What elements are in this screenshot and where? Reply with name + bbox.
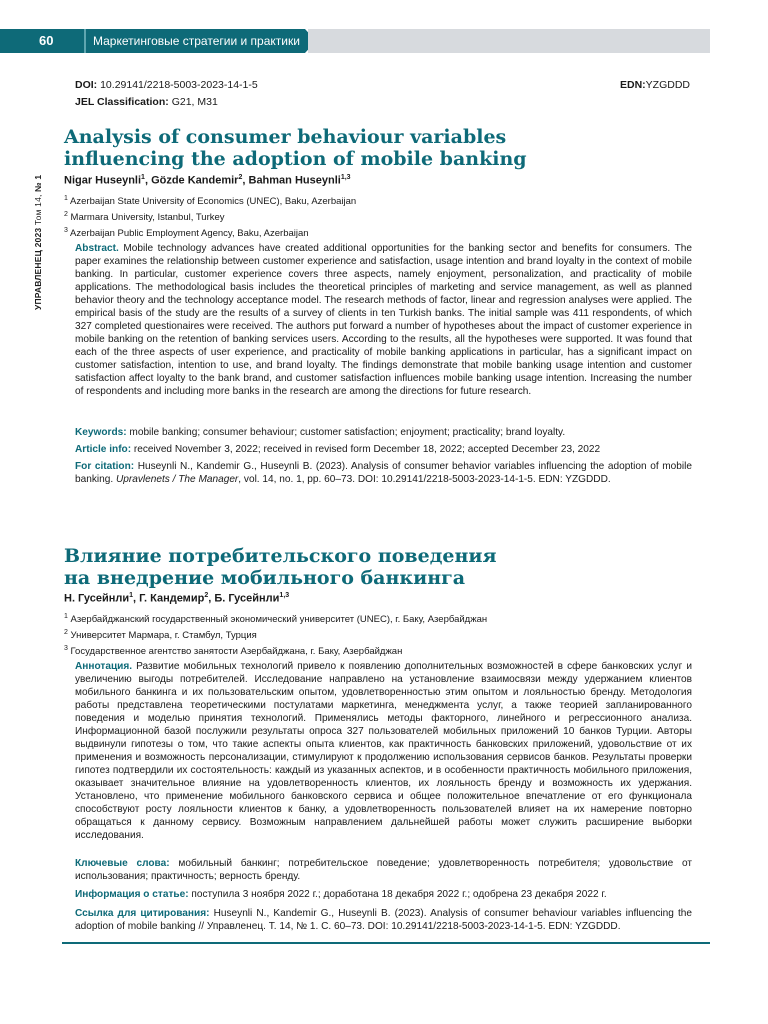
author-name: Б. Гусейнли [214, 592, 280, 605]
affiliation-item: $^1$ Азербайджанский государственный экономический университет (UNEC), г. Баку, Азербайджан [64, 613, 488, 626]
english-citation [75, 460, 692, 486]
affiliation-item: $^3$ Государственное агентство занятости Азербайджана, г. Баку, Азербайджан [64, 645, 403, 658]
author-name: Nigar Huseynli [64, 174, 142, 187]
abstract-text: Mobile technology advances have created additional opportunities for the banking sector and benefits for consumers. The paper examines the relationship between customer experience and satisfaction, usage intention and brand loyalty in the context of mobile banking. In particular, customer experience covers three aspects, namely enjoyment, personalization, and practicality of mobile applications. The methodological basis includes the theoretical principles of marketing and service management, as well as planned behavior theory and the technology acceptance model. The research methods of factor, linear and regression analyses were applied. The empirical basis of the study are the results of a survey of clients in ten Turkish banks. The initial sample was 411 respondents, of which 327 completed questionaires were received. The authors put forward a number of hypotheses about the impact of customer experience in mobile banking on the retention of banking services users. According to the results, all the hypotheses were supported. It was found that each of the three aspects of user experience, and practicality of mobile banking applications in particular, has a significant impact on customer satisfaction, intention to use, and brand loyalty. The findings demonstrate that mobile banking usage intention and customer satisfaction affect loyalty to the bank brand, and customer satisfaction influences mobile banking usage intention. Increasing the number of respondents and including more banks in the research are among the directions for future research. [75, 243, 692, 397]
side-volume: Том 14 [33, 196, 43, 226]
english-title [64, 126, 704, 170]
russian-title [64, 545, 704, 589]
abstract-label: Аннотация. [75, 661, 133, 672]
author-name: Г. Кандемир [139, 592, 205, 605]
english-authors: Nigar Huseynli$^1$, Gözde Kandemir$^2$, Bahman Huseynli$^{1,3}$ [64, 174, 351, 187]
abstract-text: Развитие мобильных технологий привело к появлению дополнительных возможностей в сфере банковских услуг и увеличению выгоды потребителей. Исследование направлено на установление взаимосвязи между удержанием клиентов мобильного банкинга и их пользовательским опытом, удовлетворенностью этим опытом и лояльностью бренду. Методология работы представлена теоретическими постулатами маркетинга, менеджмента услуг, а также теорией запланированного поведения и моделью принятия технологий. Применялись методы факторного, линейного и регрессионного анализа. Информационной базой послужили результаты опроса 327 пользователей мобильных приложений 10 банков Турции. Авторы выдвинули гипотезы о том, что такие аспекты опыта клиентов, как практичность банковских приложений, удовольствие от их применения и возможность персонализации, стимулируют к продолжению использования сервисов банков. Результаты проверки гипотез подтвердили их состоятельность: каждый из указанных аспектов, и в особенности практичность мобильного приложения, оказывает значительное влияние на удовлетворенность клиентов, их лояльность бренду и возможность их удержания. Установлено, что применение мобильного банковского сервиса и общее положительное впечатление от его функционала способствуют росту лояльности клиентов к банку, а удовлетворенность пользователей влияет на их намерение повторно обращаться к данному сервису. Возможным направлением дальнейшей работы может служить расширение выборки исследования. [75, 661, 692, 841]
keywords-label: Keywords: [75, 427, 127, 438]
english-title-line-1: Analysis of consumer behaviour variables [64, 126, 507, 148]
author-name: Bahman Huseynli [248, 174, 341, 187]
author-name: Gözde Kandemir [151, 174, 239, 187]
jel-line [75, 96, 218, 108]
journal-section-title: Маркетинговые стратегии и практики [93, 34, 300, 48]
affiliation-item: $^3$ Azerbaijan Public Employment Agency, Baku, Azerbaijan [64, 227, 309, 240]
citation-text: Huseynli N., Kandemir G., Huseynli B. (2023). Analysis of consumer behaviour variables influencing the adoption of mobile banking // Управленец. Т. 14, № 1. С. 60–73. DOI: 10.29141/2218-5003-2023-14-1-5. EDN: YZGDDD. [75, 908, 692, 932]
citation-label: Ссылка для цитирования: [75, 908, 210, 919]
affiliation-item: $^2$ Marmara University, Istanbul, Turkey [64, 211, 225, 224]
keywords-text: мобильный банкинг; потребительское поведение; удовлетворенность потребителя; удовольствие от использования; практичность; верность бренду. [75, 858, 692, 882]
author-name: Н. Гусейнли [64, 592, 130, 605]
edn-line [620, 79, 690, 91]
russian-title-line-1: Влияние потребительского поведения [64, 545, 497, 567]
abstract-label: Abstract. [75, 243, 119, 254]
russian-affiliations [64, 610, 487, 658]
russian-title-line-2: на внедрение мобильного банкинга [64, 567, 466, 589]
side-year: 2023 [33, 227, 43, 248]
russian-keywords [75, 857, 692, 883]
citation-text: Huseynli N., Kandemir G., Huseynli B. (2023). Analysis of consumer behavior variables influencing the adoption of mobile banking. [75, 461, 692, 485]
citation-label: For citation: [75, 461, 135, 472]
russian-citation [75, 907, 692, 933]
side-journal-name: УПРАВЛЕНЕЦ [33, 249, 43, 310]
edn-value: YZGDDD [645, 79, 690, 91]
jel-label: JEL Classification: [75, 96, 169, 108]
doi-value[interactable]: 10.29141/2218-5003-2023-14-1-5 [100, 79, 258, 91]
keywords-text: mobile banking; consumer behaviour; customer satisfaction; enjoyment; practicality; brand loyalty. [129, 427, 566, 438]
side-issue: № 1 [33, 174, 43, 192]
english-keywords [75, 426, 692, 439]
bottom-divider [62, 942, 710, 944]
edn-label: EDN: [619, 79, 646, 91]
header-gray-band [308, 29, 710, 53]
english-article-info [75, 443, 692, 456]
english-abstract [75, 242, 692, 398]
jel-value: G21, M31 [171, 96, 218, 108]
article-info-text: received November 3, 2022; received in revised form December 18, 2022; accepted December 23, 2022 [133, 444, 601, 455]
affiliation-item: $^2$ Университет Мармара, г. Стамбул, Турция [64, 629, 257, 642]
russian-article-info [75, 888, 692, 901]
english-title-line-2: influencing the adoption of mobile banking [64, 148, 527, 170]
affiliation-item: $^1$ Azerbaijan State University of Economics (UNEC), Baku, Azerbaijan [64, 195, 357, 208]
doi-line [75, 79, 258, 91]
article-info-label: Article info: [75, 444, 132, 455]
citation-journal: Upravlenets / The Manager [115, 474, 239, 485]
page-number: 60 [0, 29, 84, 53]
doi-label: DOI: [75, 79, 98, 91]
english-affiliations [64, 192, 356, 240]
header-separator [84, 29, 86, 53]
side-journal-label: УПРАВЛЕНЕЦ 2023 Том 14, № 1 [33, 174, 43, 310]
article-info-text: поступила 3 ноября 2022 г.; доработана 18 декабря 2022 г.; одобрена 23 декабря 2022 г. [191, 889, 607, 900]
article-info-label: Информация о статье: [75, 889, 189, 900]
russian-authors: Н. Гусейнли$^1$, Г. Кандемир$^2$, Б. Гусейнли$^{1,3}$ [64, 592, 290, 605]
russian-abstract [75, 660, 692, 842]
keywords-label: Ключевые слова: [75, 858, 170, 869]
citation-text-tail: , vol. 14, no. 1, pp. 60–73. DOI: 10.29141/2218-5003-2023-14-1-5. EDN: YZGDDD. [238, 474, 611, 485]
